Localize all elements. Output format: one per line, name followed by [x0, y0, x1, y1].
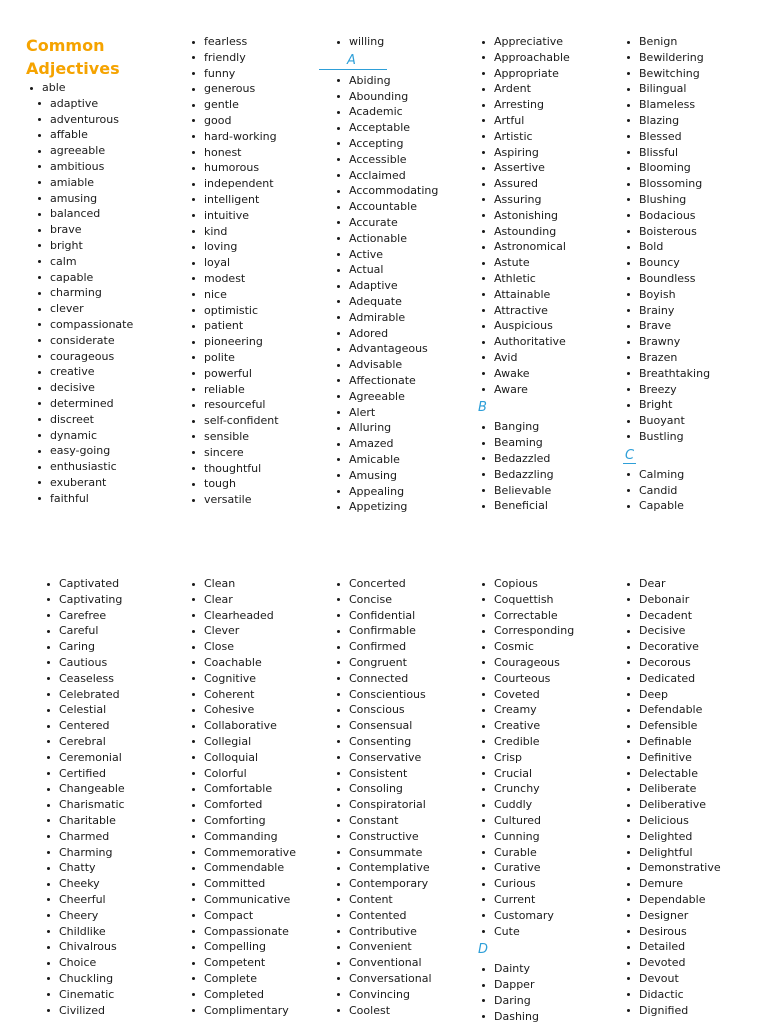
list-item: creative	[34, 364, 133, 380]
list-item: Adored	[333, 326, 438, 342]
list-item: compassionate	[34, 317, 133, 333]
list-item: brave	[34, 222, 133, 238]
list-item: Concerted	[333, 576, 432, 592]
list-item: Devoted	[623, 955, 721, 971]
list-item: independent	[188, 176, 279, 192]
list-item: gentle	[188, 97, 279, 113]
list-item: Connected	[333, 671, 432, 687]
list-item: Designer	[623, 908, 721, 924]
list-item: Blazing	[623, 113, 710, 129]
list-item: Captivating	[43, 592, 125, 608]
list-item: affable	[34, 127, 133, 143]
list-item: Appropriate	[478, 66, 570, 82]
list-item: Brainy	[623, 303, 710, 319]
list-item: Confidential	[333, 608, 432, 624]
list-item: Curious	[478, 876, 574, 892]
list-item: Captivated	[43, 576, 125, 592]
list-item: Coachable	[188, 655, 296, 671]
list-item: Caring	[43, 639, 125, 655]
list-item: Capable	[623, 498, 710, 514]
list-item: Accepting	[333, 136, 438, 152]
list-item: Decorous	[623, 655, 721, 671]
list-item: versatile	[188, 492, 279, 508]
list-item: reliable	[188, 382, 279, 398]
list-item: Cohesive	[188, 702, 296, 718]
list-item: Artistic	[478, 129, 570, 145]
list-item: Artful	[478, 113, 570, 129]
list-item: Charming	[43, 845, 125, 861]
list-item: Contented	[333, 908, 432, 924]
list-item: Affectionate	[333, 373, 438, 389]
list-item: Ceaseless	[43, 671, 125, 687]
list-item: optimistic	[188, 303, 279, 319]
list-item: clever	[34, 301, 133, 317]
list-item: Amazed	[333, 436, 438, 452]
list-item: Comforting	[188, 813, 296, 829]
list-item: Cognitive	[188, 671, 296, 687]
list-item: honest	[188, 145, 279, 161]
list-item: Believable	[478, 483, 570, 499]
list-item: dynamic	[34, 428, 133, 444]
list-item: Cuddly	[478, 797, 574, 813]
word-list-column-5	[623, 34, 710, 514]
list-item: Devout	[623, 971, 721, 987]
list-item: adventurous	[34, 112, 133, 128]
list-item: Conscious	[333, 702, 432, 718]
list-item: Conspiratorial	[333, 797, 432, 813]
list-item: Actionable	[333, 231, 438, 247]
list-item: Astute	[478, 255, 570, 271]
word-list-column-2	[188, 34, 279, 508]
list-item: Candid	[623, 483, 710, 499]
list-item: Complete	[188, 971, 296, 987]
list-item: Ardent	[478, 81, 570, 97]
list-item: Dedicated	[623, 671, 721, 687]
list-item: Aware	[478, 382, 570, 398]
list-item: Commanding	[188, 829, 296, 845]
list-item: able	[34, 80, 133, 96]
list-item: friendly	[188, 50, 279, 66]
list-item: Cerebral	[43, 734, 125, 750]
list-item: Compelling	[188, 939, 296, 955]
section-letter-heading[interactable]: B	[478, 400, 487, 416]
list-item: Clearheaded	[188, 608, 296, 624]
list-item: Crunchy	[478, 781, 574, 797]
list-item: Deep	[623, 687, 721, 703]
list-item: Appealing	[333, 484, 438, 500]
list-item: patient	[188, 318, 279, 334]
list-item: Dainty	[478, 961, 574, 977]
list-item: Academic	[333, 104, 438, 120]
word-list-column-7	[188, 576, 296, 1018]
list-item: Definable	[623, 734, 721, 750]
list-item: Confirmed	[333, 639, 432, 655]
list-item: Customary	[478, 908, 574, 924]
list-item: Charismatic	[43, 797, 125, 813]
list-item: Alluring	[333, 420, 438, 436]
list-item: Curative	[478, 860, 574, 876]
list-item: Creative	[478, 718, 574, 734]
list-item: Astounding	[478, 224, 570, 240]
list-item: Breathtaking	[623, 366, 710, 382]
list-item: Bold	[623, 239, 710, 255]
list-item: Celestial	[43, 702, 125, 718]
list-item: determined	[34, 396, 133, 412]
word-list-column-10	[623, 576, 721, 1018]
list-item: Commemorative	[188, 845, 296, 861]
list-item: Blessed	[623, 129, 710, 145]
list-item: sincere	[188, 445, 279, 461]
list-item: Cultured	[478, 813, 574, 829]
list-item: Decisive	[623, 623, 721, 639]
list-item: Clear	[188, 592, 296, 608]
list-item: Bustling	[623, 429, 710, 445]
list-item: Amicable	[333, 452, 438, 468]
list-item: Contributive	[333, 924, 432, 940]
list-item: Cute	[478, 924, 574, 940]
list-item: Chatty	[43, 860, 125, 876]
list-item: Crucial	[478, 766, 574, 782]
list-item: decisive	[34, 380, 133, 396]
list-item: Conscientious	[333, 687, 432, 703]
word-list-column-6	[43, 576, 125, 1018]
word-list-column-1	[34, 80, 133, 507]
list-item: Crisp	[478, 750, 574, 766]
list-item: Adequate	[333, 294, 438, 310]
section-letter-heading[interactable]: C	[625, 447, 635, 463]
list-item: Auspicious	[478, 318, 570, 334]
word-list-column-4	[478, 34, 570, 514]
list-item: powerful	[188, 366, 279, 382]
list-item: Boyish	[623, 287, 710, 303]
list-item: Didactic	[623, 987, 721, 1003]
list-item: Beaming	[478, 435, 570, 451]
list-item: Centered	[43, 718, 125, 734]
list-item: pioneering	[188, 334, 279, 350]
list-item: Defensible	[623, 718, 721, 734]
list-item: Astronomical	[478, 239, 570, 255]
list-item: Banging	[478, 419, 570, 435]
list-item: Aspiring	[478, 145, 570, 161]
list-item: Desirous	[623, 924, 721, 940]
list-item: Decadent	[623, 608, 721, 624]
list-item: Blushing	[623, 192, 710, 208]
list-item: Assertive	[478, 160, 570, 176]
list-item: Approachable	[478, 50, 570, 66]
list-item: fearless	[188, 34, 279, 50]
list-item: amusing	[34, 191, 133, 207]
list-item: Concise	[333, 592, 432, 608]
list-item: Committed	[188, 876, 296, 892]
list-item: Alert	[333, 405, 438, 421]
list-item: tough	[188, 476, 279, 492]
list-item: Beneficial	[478, 498, 570, 514]
list-item: Assured	[478, 176, 570, 192]
list-item: Breezy	[623, 382, 710, 398]
list-item: Conversational	[333, 971, 432, 987]
list-item: funny	[188, 66, 279, 82]
list-item: Benign	[623, 34, 710, 50]
list-item: Comforted	[188, 797, 296, 813]
list-item: Adaptive	[333, 278, 438, 294]
list-item: Bouncy	[623, 255, 710, 271]
list-item: Blossoming	[623, 176, 710, 192]
word-list-column-3	[333, 34, 438, 515]
list-item: Charitable	[43, 813, 125, 829]
list-item: Consummate	[333, 845, 432, 861]
list-item: Coherent	[188, 687, 296, 703]
list-item: Deliberate	[623, 781, 721, 797]
list-item: Cautious	[43, 655, 125, 671]
list-item: self-confident	[188, 413, 279, 429]
list-item: Choice	[43, 955, 125, 971]
list-item: Cinematic	[43, 987, 125, 1003]
list-item: Accessible	[333, 152, 438, 168]
list-item: intelligent	[188, 192, 279, 208]
list-item: Carefree	[43, 608, 125, 624]
list-item: Boundless	[623, 271, 710, 287]
list-item: Advisable	[333, 357, 438, 373]
list-item: faithful	[34, 491, 133, 507]
list-item: Abiding	[333, 73, 438, 89]
list-item: Assuring	[478, 192, 570, 208]
list-item: Astonishing	[478, 208, 570, 224]
list-item: Collegial	[188, 734, 296, 750]
list-item: Colloquial	[188, 750, 296, 766]
list-item: Confirmable	[333, 623, 432, 639]
list-item: Chivalrous	[43, 939, 125, 955]
list-item: Definitive	[623, 750, 721, 766]
list-item: charming	[34, 285, 133, 301]
list-item: willing	[333, 34, 438, 50]
list-item: Defendable	[623, 702, 721, 718]
list-item: Coveted	[478, 687, 574, 703]
list-item: ambitious	[34, 159, 133, 175]
list-item: kind	[188, 224, 279, 240]
section-letter-heading[interactable]: A	[319, 53, 387, 70]
list-item: discreet	[34, 412, 133, 428]
list-item: intuitive	[188, 208, 279, 224]
section-letter-heading[interactable]: D	[478, 942, 489, 958]
list-item: Current	[478, 892, 574, 908]
list-item: Demonstrative	[623, 860, 721, 876]
list-item: Bodacious	[623, 208, 710, 224]
list-item: Blooming	[623, 160, 710, 176]
list-item: Accommodating	[333, 183, 438, 199]
list-item: Coquettish	[478, 592, 574, 608]
list-item: Bedazzled	[478, 451, 570, 467]
list-item: Demure	[623, 876, 721, 892]
list-item: generous	[188, 81, 279, 97]
list-item: Competent	[188, 955, 296, 971]
list-item: Decorative	[623, 639, 721, 655]
list-item: Certified	[43, 766, 125, 782]
list-item: Complimentary	[188, 1003, 296, 1019]
list-item: Bedazzling	[478, 467, 570, 483]
list-item: Delightful	[623, 845, 721, 861]
list-item: Authoritative	[478, 334, 570, 350]
list-item: Corresponding	[478, 623, 574, 639]
list-item: Avid	[478, 350, 570, 366]
list-item: Bewildering	[623, 50, 710, 66]
list-item: Consenting	[333, 734, 432, 750]
list-item: Compassionate	[188, 924, 296, 940]
list-item: nice	[188, 287, 279, 303]
list-item: Abounding	[333, 89, 438, 105]
list-item: considerate	[34, 333, 133, 349]
list-item: Cheerful	[43, 892, 125, 908]
list-item: Credible	[478, 734, 574, 750]
list-item: courageous	[34, 349, 133, 365]
list-item: humorous	[188, 160, 279, 176]
list-item: Attainable	[478, 287, 570, 303]
list-item: Buoyant	[623, 413, 710, 429]
list-item: Contemporary	[333, 876, 432, 892]
list-item: Changeable	[43, 781, 125, 797]
list-item: modest	[188, 271, 279, 287]
list-item: Cheery	[43, 908, 125, 924]
list-item: Compact	[188, 908, 296, 924]
list-item: Bewitching	[623, 66, 710, 82]
list-item: thoughtful	[188, 461, 279, 477]
list-item: Delicious	[623, 813, 721, 829]
list-item: Consensual	[333, 718, 432, 734]
list-item: adaptive	[34, 96, 133, 112]
list-item: Agreeable	[333, 389, 438, 405]
list-item: Curable	[478, 845, 574, 861]
list-item: Dignified	[623, 1003, 721, 1019]
list-item: Ceremonial	[43, 750, 125, 766]
list-item: Delighted	[623, 829, 721, 845]
list-item: hard-working	[188, 129, 279, 145]
list-item: Cunning	[478, 829, 574, 845]
list-item: loyal	[188, 255, 279, 271]
list-item: good	[188, 113, 279, 129]
list-item: Charmed	[43, 829, 125, 845]
list-item: Brave	[623, 318, 710, 334]
list-item: Creamy	[478, 702, 574, 718]
list-item: Civilized	[43, 1003, 125, 1019]
list-item: Blissful	[623, 145, 710, 161]
list-item: Calming	[623, 467, 710, 483]
list-item: Accurate	[333, 215, 438, 231]
list-item: Courteous	[478, 671, 574, 687]
list-item: Admirable	[333, 310, 438, 326]
list-item: calm	[34, 254, 133, 270]
list-item: Accountable	[333, 199, 438, 215]
list-item: agreeable	[34, 143, 133, 159]
list-item: bright	[34, 238, 133, 254]
list-item: Careful	[43, 623, 125, 639]
list-item: Constant	[333, 813, 432, 829]
list-item: Arresting	[478, 97, 570, 113]
list-item: Convenient	[333, 939, 432, 955]
list-item: polite	[188, 350, 279, 366]
list-item: Chuckling	[43, 971, 125, 987]
list-item: Clean	[188, 576, 296, 592]
list-item: Deliberative	[623, 797, 721, 813]
list-item: Dashing	[478, 1009, 574, 1025]
list-item: Collaborative	[188, 718, 296, 734]
list-item: resourceful	[188, 397, 279, 413]
list-item: Cosmic	[478, 639, 574, 655]
word-list-column-8	[333, 576, 432, 1018]
list-item: Correctable	[478, 608, 574, 624]
list-item: Active	[333, 247, 438, 263]
list-item: easy-going	[34, 443, 133, 459]
list-item: Acclaimed	[333, 168, 438, 184]
list-item: Conventional	[333, 955, 432, 971]
list-item: Communicative	[188, 892, 296, 908]
list-item: Completed	[188, 987, 296, 1003]
list-item: Athletic	[478, 271, 570, 287]
list-item: capable	[34, 270, 133, 286]
list-item: Cheeky	[43, 876, 125, 892]
list-item: Clever	[188, 623, 296, 639]
list-item: Colorful	[188, 766, 296, 782]
list-item: Bilingual	[623, 81, 710, 97]
list-item: Conservative	[333, 750, 432, 766]
list-item: Congruent	[333, 655, 432, 671]
list-item: Courageous	[478, 655, 574, 671]
list-item: Bright	[623, 397, 710, 413]
list-item: Brawny	[623, 334, 710, 350]
list-item: Appetizing	[333, 499, 438, 515]
list-item: Debonair	[623, 592, 721, 608]
list-item: Delectable	[623, 766, 721, 782]
list-item: Appreciative	[478, 34, 570, 50]
list-item: Attractive	[478, 303, 570, 319]
list-item: Consistent	[333, 766, 432, 782]
list-item: Copious	[478, 576, 574, 592]
list-item: Blameless	[623, 97, 710, 113]
list-item: loving	[188, 239, 279, 255]
list-item: Consoling	[333, 781, 432, 797]
list-item: Dependable	[623, 892, 721, 908]
list-item: Advantageous	[333, 341, 438, 357]
list-item: sensible	[188, 429, 279, 445]
list-item: Convincing	[333, 987, 432, 1003]
list-item: Brazen	[623, 350, 710, 366]
list-item: Content	[333, 892, 432, 908]
list-item: Acceptable	[333, 120, 438, 136]
list-item: Close	[188, 639, 296, 655]
list-item: Daring	[478, 993, 574, 1009]
page-title: Common Adjectives	[26, 36, 120, 78]
list-item: Coolest	[333, 1003, 432, 1019]
list-item: Childlike	[43, 924, 125, 940]
list-item: Constructive	[333, 829, 432, 845]
list-item: Boisterous	[623, 224, 710, 240]
list-item: Amusing	[333, 468, 438, 484]
list-item: Comfortable	[188, 781, 296, 797]
list-item: balanced	[34, 206, 133, 222]
list-item: Commendable	[188, 860, 296, 876]
list-item: Actual	[333, 262, 438, 278]
word-list-column-9	[478, 576, 574, 1025]
list-item: Detailed	[623, 939, 721, 955]
list-item: exuberant	[34, 475, 133, 491]
list-item: Dear	[623, 576, 721, 592]
list-item: Celebrated	[43, 687, 125, 703]
list-item: Awake	[478, 366, 570, 382]
list-item: enthusiastic	[34, 459, 133, 475]
list-item: Contemplative	[333, 860, 432, 876]
list-item: amiable	[34, 175, 133, 191]
list-item: Dapper	[478, 977, 574, 993]
